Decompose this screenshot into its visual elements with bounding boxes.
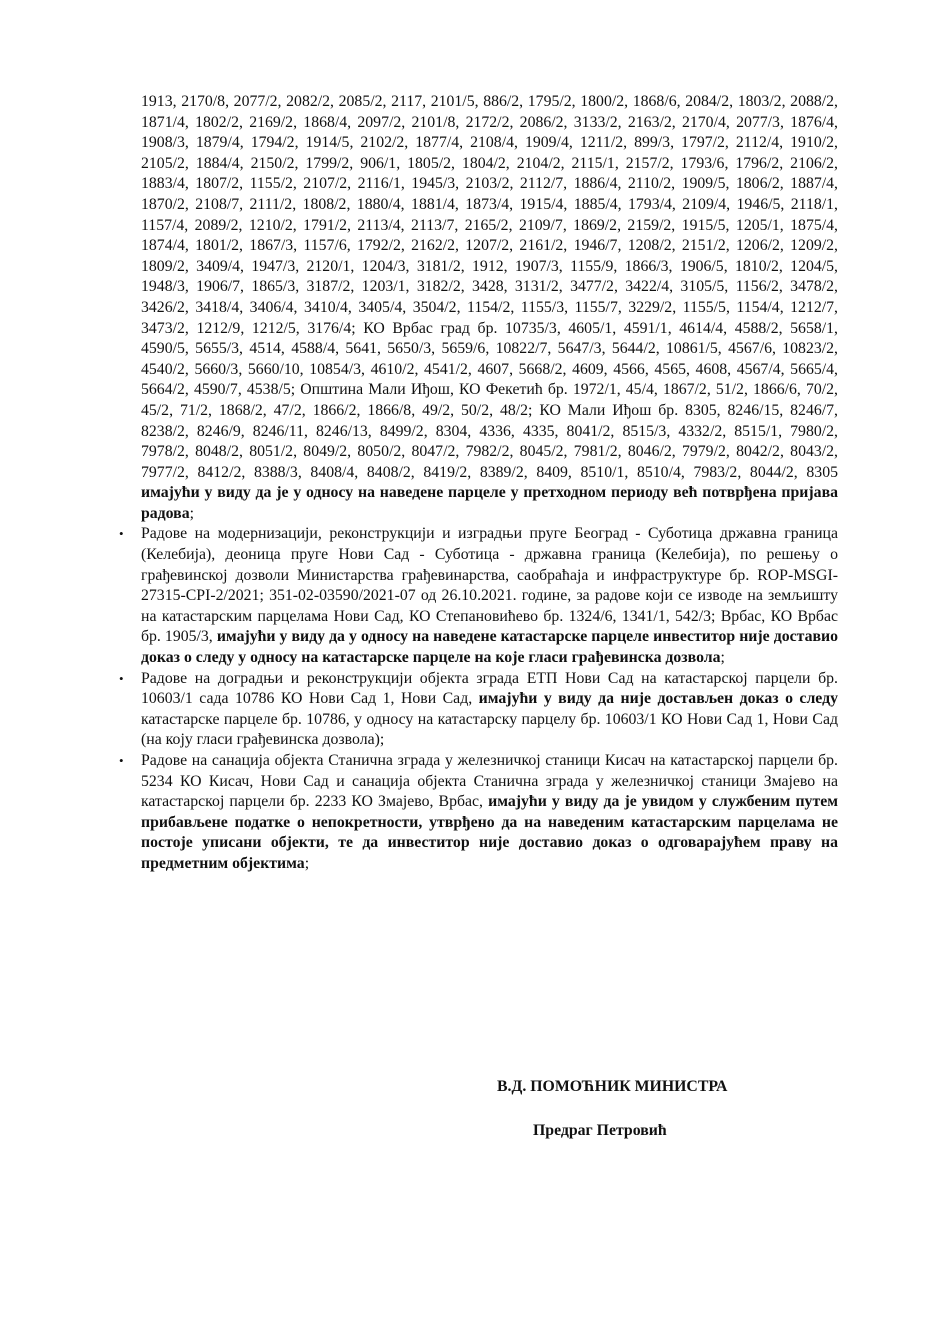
works-list bbox=[119, 524, 838, 874]
list-item bbox=[119, 524, 838, 668]
signature-name: Предраг Петровић bbox=[533, 1122, 667, 1139]
item-bold-clause: имајући у виду да је увидом у службеним путем прибављене податке о непокретности, утврђено да на наведеним катастарским парцелама не постоје уписани објекти, те да инвеститор није доставио доказ о одговарајућем праву на предметним објектима bbox=[141, 793, 838, 872]
item-bold-clause: имајући у виду да није достављен доказ о следу bbox=[478, 690, 838, 708]
bullet-icon: • bbox=[119, 670, 124, 686]
parcel-list-paragraph bbox=[141, 92, 838, 524]
parcel-list-text: 1913, 2170/8, 2077/2, 2082/2, 2085/2, 2117, 2101/5, 886/2, 1795/2, 1800/2, 1868/6, 2084/2, 1803/2, 2088/2, 1871/4, 1802/2, 2169/2, 1868/4, 2097/2, 2101/8, 2172/2, 2086/2, 3133/2, 2163/2, 2170/4, 2077/3, 1876/4, 1908/3, 1879/4, 1794/2, 1914/5, 2102/2, 1877/4, 2108/4, 1909/4, 1211/2, 899/3, 1797/2, 2112/4, 1910/2, 2105/2, 1884/4, 2150/2, 1799/2, 906/1, 1805/2, 1804/2, 2104/2, 2115/1, 2157/2, 1793/6, 1796/2, 2106/2, 1883/4, 1807/2, 1155/2, 2107/2, 2116/1, 1945/3, 2103/2, 2112/7, 1886/4, 2110/2, 1909/5, 1806/2, 1887/4, 1870/2, 2108/7, 2111/2, 1808/2, 1880/4, 1881/4, 1873/4, 1915/4, 1885/4, 1793/4, 2109/4, 1946/5, 2118/1, 1157/4, 2089/2, 1210/2, 1791/2, 2113/4, 2113/7, 2165/2, 2109/7, 1869/2, 2159/2, 1915/5, 1205/1, 1875/4, 1874/4, 1801/2, 1867/3, 1157/6, 1792/2, 2162/2, 1207/2, 2161/2, 1946/7, 1208/2, 2151/2, 1206/2, 1209/2, 1809/2, 3409/4, 1947/3, 2120/1, 1204/3, 3181/2, 1912, 1907/3, 1155/9, 1866/3, 1906/5, 1810/2, 1204/5, 1948/3, 1906/7, 1865/3, 3187/2, 1203/1, 3182/2, 3428, 3131/2, 3477/2, 3422/4, 3105/5, 1156/2, 3478/2, 3426/2, 3418/4, 3406/4, 3410/4, 3405/4, 3504/2, 1154/2, 1155/3, 1155/7, 3229/2, 1155/5, 1154/4, 1212/7, 3473/2, 1212/9, 1212/5, 3176/4; КО Врбас град бр. 10735/3, 4605/1, 4591/1, 4614/4, 4588/2, 5658/1, 4590/5, 5655/3, 4514, 4588/4, 5641, 5650/3, 5659/6, 10822/7, 5647/3, 5644/2, 10861/5, 4567/6, 10823/2, 4540/2, 5660/3, 5660/10, 10854/3, 4610/2, 4541/2, 4607, 5668/2, 4609, 4566, 4565, 4608, 4567/4, 5665/4, 5664/2, 4590/7, 4538/5; Општина Мали Иђош, КО Фекетић бр. 1972/1, 45/4, 1867/2, 51/2, 1866/6, 70/2, 45/2, 71/2, 1868/2, 47/2, 1866/2, 1866/8, 49/2, 50/2, 48/2; КО Мали Иђош бр. 8305, 8246/15, 8246/7, 8238/2, 8246/9, 8246/11, 8246/13, 8499/2, 8304, 4336, 4335, 8041/2, 8515/3, 4332/2, 8515/1, 7980/2, 7978/2, 8048/2, 8051/2, 8049/2, 8050/2, 8047/2, 7982/2, 8045/2, 7981/2, 8046/2, 7979/2, 8042/2, 8043/2, 7977/2, 8412/2, 8388/3, 8408/4, 8408/2, 8419/2, 8389/2, 8409, 8510/1, 8510/4, 7983/2, 8044/2, 8305 bbox=[141, 93, 838, 481]
item-text: Радове на доградњи и реконструкцији објекта зграда ЕТП Нови Сад на катастарској парцели бр. 10603/1 сада 10786 КО Нови Сад 1, Нови Сад, bbox=[141, 669, 838, 708]
parcel-list-bold-clause: имајући у виду да је у односу на наведене парцеле у претходном периоду већ потврђена пријава радова bbox=[141, 484, 838, 522]
bullet-icon: • bbox=[119, 753, 124, 768]
item-text: Радове на модернизацији, реконструкцији и изградњи пруге Београд - Суботица државна граница (Келебија), деоница пруге Нови Сад - Суботица - државна граница (Келебија), по решењу о грађевинској дозволи Министарства грађевинарства, саобраћаја и инфраструктуре бр. ROP-MSGI-27315-CPI-2/2021; 351-02-03590/2021-07 од 26.10.2021. године, за радове који се изводе на земљишту на катастарским парцелама Нови Сад, КО Степановићево бр. 1324/6, 1341/1, 542/3; Врбас, КО Врбас бр. 1905/3, bbox=[141, 525, 838, 646]
signature-title: В.Д. ПОМОЋНИК МИНИСТРА bbox=[497, 1078, 728, 1095]
document-body bbox=[119, 92, 838, 875]
item-end: катастарске парцеле бр. 10786, у односу на катастарску парцелу бр. 10603/1 КО Нови Сад 1, Нови Сад (на коју гласи грађевинска дозвола); bbox=[141, 710, 838, 749]
item-text: Радове на санација објекта Станична зграда у железничкој станици Кисач на катастарској парцели бр. 5234 КО Кисач, Нови Сад и санација објекта Станична зграда у железничкој станици Змајево на катастарској парцели бр. 2233 КО Змајево, Врбас, bbox=[141, 752, 838, 811]
list-item bbox=[119, 669, 838, 751]
parcel-list-end: ; bbox=[189, 504, 194, 522]
list-item bbox=[119, 751, 838, 875]
bullet-icon: • bbox=[119, 526, 124, 542]
item-bold-clause: имајући у виду да у односу на наведене катастарске парцеле инвеститор није доставио доказ о следу у односу на катастарске парцеле на које гласи грађевинска дозвола bbox=[141, 628, 838, 667]
item-end: ; bbox=[304, 854, 310, 872]
item-end: ; bbox=[720, 649, 725, 667]
